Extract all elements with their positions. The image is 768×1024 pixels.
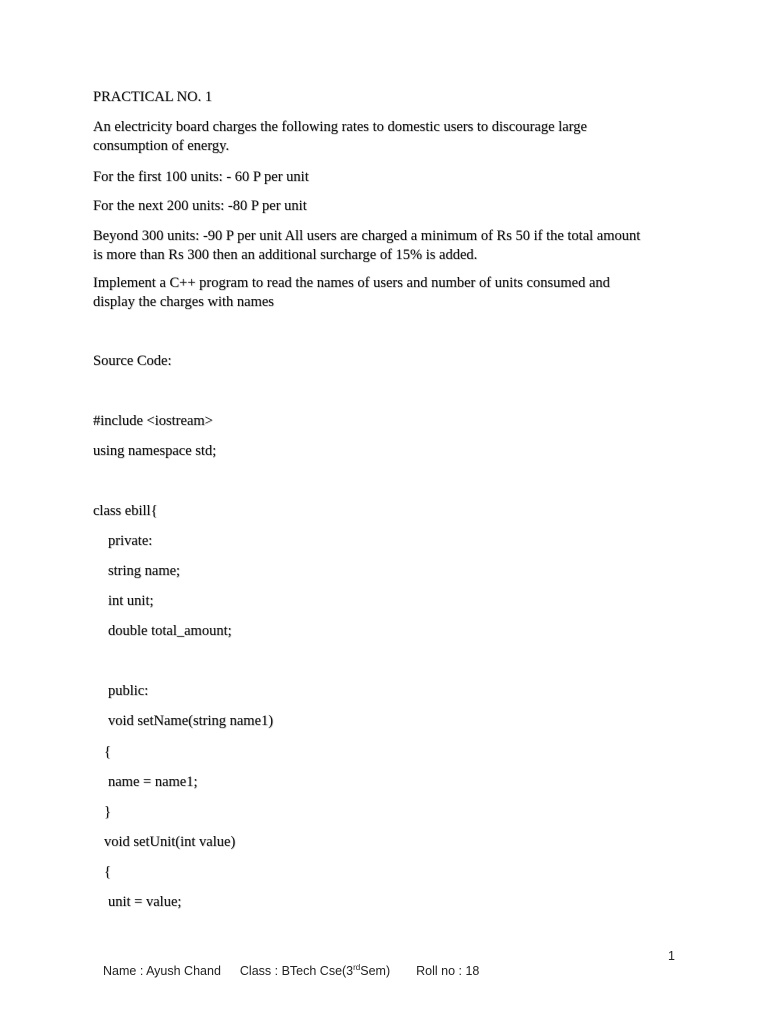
rate-next-200: For the next 200 units: -80 P per unit xyxy=(93,198,307,214)
rate-beyond-300: Beyond 300 units: -90 P per unit All users are charged a minimum of Rs 50 if the total amount is more than Rs 300 then an additional surcharge of 15% is added. xyxy=(93,228,641,263)
intro-paragraph: An electricity board charges the following rates to domestic users to discourage large consumption of energy. xyxy=(93,119,587,154)
task-paragraph: Implement a C++ program to read the names of users and number of units consumed and display the charges with names xyxy=(93,275,610,310)
rate-first-100: For the first 100 units: - 60 P per unit xyxy=(93,169,309,185)
code-line: name = name1; xyxy=(108,774,198,790)
footer-name: Name : Ayush Chand xyxy=(103,964,221,978)
code-line: class ebill{ xyxy=(93,503,158,519)
code-line: #include <iostream> xyxy=(93,413,213,429)
code-line: int unit; xyxy=(108,593,154,609)
code-line: string name; xyxy=(108,563,181,579)
code-line: using namespace std; xyxy=(93,443,217,459)
code-line: private: xyxy=(108,533,153,549)
code-line: double total_amount; xyxy=(108,623,232,639)
code-line: } xyxy=(104,804,111,820)
footer-class: Class : BTech Cse(3rdSem) xyxy=(239,962,391,978)
practical-title: PRACTICAL NO. 1 xyxy=(93,89,213,105)
code-line: void setUnit(int value) xyxy=(104,834,236,850)
code-line: public: xyxy=(108,683,149,699)
code-line: { xyxy=(104,744,111,760)
source-code-heading: Source Code: xyxy=(93,353,172,369)
page-footer xyxy=(103,964,479,978)
code-line: unit = value; xyxy=(108,894,182,910)
footer-roll: Roll no : 18 xyxy=(416,964,480,978)
page-number: 1 xyxy=(668,949,675,963)
code-line: void setName(string name1) xyxy=(108,713,274,729)
code-line: { xyxy=(104,864,111,880)
